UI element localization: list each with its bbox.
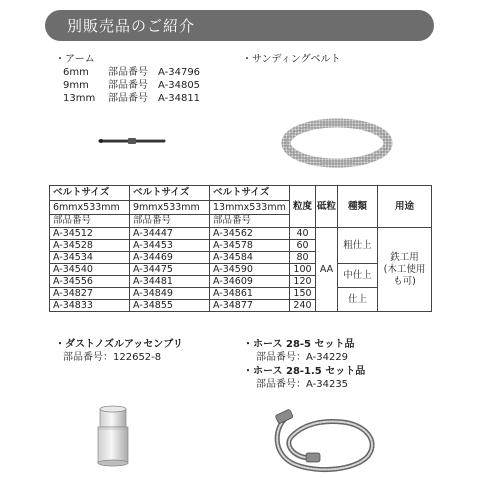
grit-value: 40 (290, 228, 316, 240)
arm-code-13: A-34811 (158, 93, 201, 104)
part-code-9mm: A-34849 (130, 288, 210, 300)
arm-size-13: 13mm (63, 93, 96, 104)
table-row (50, 288, 432, 300)
part-label-1: 部品番号 (50, 215, 130, 228)
usage-line-2: (木工使用 (383, 263, 426, 275)
abrasive-value: AA (316, 228, 338, 312)
arm-illustration (98, 134, 168, 148)
table-header-row (50, 186, 432, 201)
header-belt-size-2: ベルトサイズ (130, 186, 210, 201)
hose-5-title: ・ホース 28-5 セット品 (243, 339, 355, 350)
table-row (50, 228, 432, 240)
part-code-6mm: A-34556 (50, 276, 130, 288)
arm-title: ・アーム (55, 54, 95, 65)
header-grit: 粒度 (290, 186, 316, 228)
part-code-13mm: A-34590 (210, 264, 290, 276)
table-row (50, 264, 432, 276)
part-code-13mm: A-34609 (210, 276, 290, 288)
usage-line-3: も可) (393, 275, 416, 287)
header-abrasive: 砥粒 (316, 186, 338, 228)
arm-label-6: 部品番号 (108, 67, 148, 78)
header-usage: 用途 (378, 186, 432, 228)
size-13mm: 13mmx533mm (210, 201, 290, 215)
part-code-13mm: A-34578 (210, 240, 290, 252)
part-code-9mm: A-34453 (130, 240, 210, 252)
header-belt-size-1: ベルトサイズ (50, 186, 130, 201)
dust-nozzle-illustration (96, 405, 130, 467)
part-code-6mm: A-34833 (50, 300, 130, 312)
grit-value: 100 (290, 264, 316, 276)
part-code-6mm: A-34512 (50, 228, 130, 240)
usage-line-1: 鉄工用 (390, 251, 419, 263)
part-code-13mm: A-34877 (210, 300, 290, 312)
nozzle-title: ・ダストノズルアッセンブリ (55, 339, 183, 350)
arm-size-9: 9mm (63, 80, 89, 91)
arm-label-13: 部品番号 (108, 93, 148, 104)
part-code-13mm: A-34562 (210, 228, 290, 240)
grit-value: 150 (290, 288, 316, 300)
grit-value: 60 (290, 240, 316, 252)
kind-fine: 仕上 (338, 288, 378, 312)
section-title: 別販売品のご紹介 (67, 17, 196, 35)
grit-value: 80 (290, 252, 316, 264)
usage-value (378, 228, 432, 312)
header-kind: 種類 (338, 186, 378, 228)
part-code-6mm: A-34540 (50, 264, 130, 276)
section-header (45, 10, 434, 41)
kind-medium: 中仕上 (338, 264, 378, 288)
arm-size-6: 6mm (63, 67, 89, 78)
hose-1-5-title: ・ホース 28-1.5 セット品 (243, 366, 366, 377)
part-code-13mm: A-34861 (210, 288, 290, 300)
size-6mm: 6mmx533mm (50, 201, 130, 215)
arm-code-9: A-34805 (158, 80, 201, 91)
part-code-13mm: A-34584 (210, 252, 290, 264)
belt-spec-table (49, 185, 432, 312)
part-label-3: 部品番号 (210, 215, 290, 228)
grit-value: 120 (290, 276, 316, 288)
kind-coarse: 粗仕上 (338, 228, 378, 264)
arm-code-6: A-34796 (158, 67, 201, 78)
header-belt-size-3: ベルトサイズ (210, 186, 290, 201)
part-code-9mm: A-34855 (130, 300, 210, 312)
size-9mm: 9mmx533mm (130, 201, 210, 215)
hose-5-part-number: 部品番号：A-34229 (256, 352, 349, 363)
part-code-6mm: A-34827 (50, 288, 130, 300)
nozzle-part-number: 部品番号：122652-8 (63, 352, 162, 363)
belt-title: ・サンディングベルト (242, 54, 341, 65)
part-code-9mm: A-34447 (130, 228, 210, 240)
part-label-2: 部品番号 (130, 215, 210, 228)
part-code-6mm: A-34534 (50, 252, 130, 264)
grit-value: 240 (290, 300, 316, 312)
part-code-9mm: A-34469 (130, 252, 210, 264)
sanding-belt-illustration (284, 115, 390, 171)
hose-1-5-part-number: 部品番号：A-34235 (256, 379, 349, 390)
part-code-9mm: A-34481 (130, 276, 210, 288)
arm-label-9: 部品番号 (108, 80, 148, 91)
part-code-9mm: A-34475 (130, 264, 210, 276)
hose-illustration (268, 410, 380, 474)
part-code-6mm: A-34528 (50, 240, 130, 252)
